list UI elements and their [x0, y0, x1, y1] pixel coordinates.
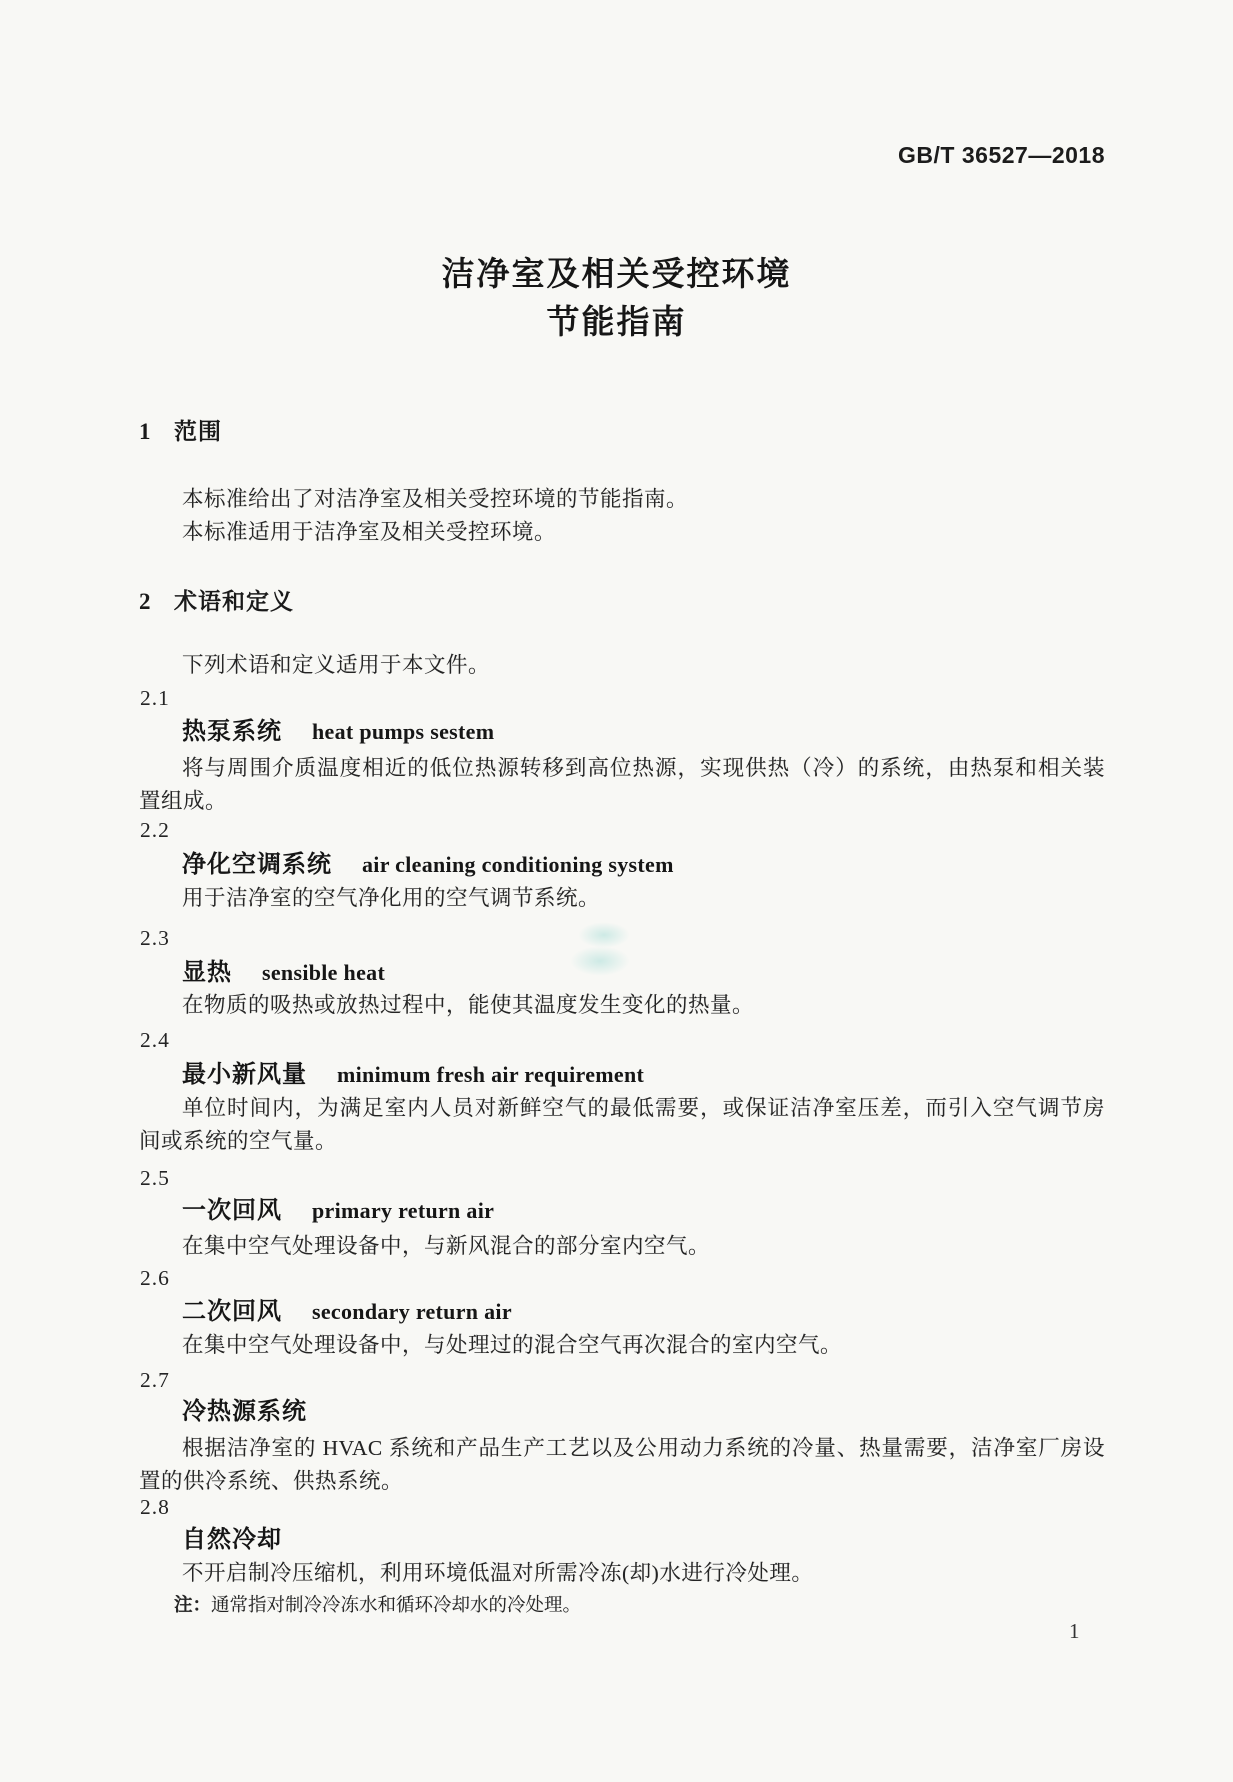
term-name — [182, 1397, 337, 1427]
doc-title-line1: 洁净室及相关受控环境 — [441, 255, 792, 292]
term-definition: 根据洁净室的 HVAC 系统和产品生产工艺以及公用动力系统的冷量、热量需要，洁净室厂房设置的供冷系统、供热系统。 — [139, 1436, 1105, 1493]
term-en: sensible heat — [262, 960, 386, 985]
section-number: 2 — [139, 589, 151, 614]
term-definition: 将与周围介质温度相近的低位热源转移到高位热源，实现供热（冷）的系统，由热泵和相关装置组成。 — [139, 756, 1105, 813]
term-definition: 在集中空气处理设备中，与新风混合的部分室内空气。 — [182, 1234, 711, 1258]
term-zh: 净化空调系统 — [182, 851, 332, 878]
term-zh: 显热 — [182, 959, 232, 986]
page-number: 1 — [1069, 1619, 1080, 1643]
term-en: primary return air — [312, 1198, 495, 1223]
term-en: minimum fresh air requirement — [337, 1062, 645, 1087]
note-text: 通常指对制冷冷冻水和循环冷却水的冷处理。 — [211, 1596, 582, 1616]
term-name — [182, 1525, 312, 1555]
term-name — [182, 1196, 494, 1226]
term-en: heat pumps sestem — [312, 719, 495, 744]
term-definition: 单位时间内，为满足室内人员对新鲜空气的最低需要，或保证洁净室压差，而引入空气调节房间或系统的空气量。 — [139, 1096, 1105, 1153]
term-en: secondary return air — [312, 1299, 512, 1324]
clause-number: 2.2 — [140, 818, 170, 842]
term-name — [182, 1297, 512, 1327]
term-name — [182, 717, 494, 747]
clause-number: 2.6 — [140, 1266, 170, 1290]
clause-number: 2.4 — [140, 1028, 170, 1052]
paragraph: 本标准给出了对洁净室及相关受控环境的节能指南。 — [182, 487, 689, 511]
term-definition: 在物质的吸热或放热过程中，能使其温度发生变化的热量。 — [182, 993, 755, 1017]
clause-number: 2.3 — [140, 926, 170, 950]
note-label: 注： — [174, 1596, 212, 1616]
section-2-heading — [139, 586, 294, 617]
scan-smudge — [570, 946, 630, 976]
term-definition: 在集中空气处理设备中，与处理过的混合空气再次混合的室内空气。 — [182, 1333, 843, 1357]
term-name — [182, 850, 674, 880]
term-zh: 冷热源系统 — [182, 1398, 307, 1425]
term-zh: 自然冷却 — [182, 1526, 282, 1553]
section-title: 范围 — [174, 418, 222, 444]
term-definition: 不开启制冷压缩机，利用环境低温对所需冷冻(却)水进行冷处理。 — [182, 1561, 814, 1585]
term-definition: 用于洁净室的空气净化用的空气调节系统。 — [182, 886, 601, 910]
term-name — [182, 958, 385, 988]
term-en: air cleaning conditioning system — [362, 852, 674, 877]
term-zh: 热泵系统 — [182, 718, 282, 745]
clause-number: 2.1 — [140, 686, 170, 710]
scan-smudge — [578, 922, 630, 948]
clause-number: 2.7 — [140, 1368, 170, 1392]
paragraph: 本标准适用于洁净室及相关受控环境。 — [182, 520, 557, 544]
term-name — [182, 1060, 644, 1090]
term-note — [139, 1593, 1105, 1619]
term-zh: 最小新风量 — [182, 1061, 307, 1088]
paragraph: 下列术语和定义适用于本文件。 — [182, 653, 491, 677]
term-zh: 二次回风 — [182, 1298, 282, 1325]
clause-number: 2.8 — [140, 1495, 170, 1519]
section-1-heading — [139, 416, 222, 447]
term-zh: 一次回风 — [182, 1197, 282, 1224]
standard-code: GB/T 36527—2018 — [898, 142, 1105, 168]
doc-title-line2: 节能指南 — [546, 303, 687, 340]
clause-number: 2.5 — [140, 1166, 170, 1190]
section-title: 术语和定义 — [174, 588, 294, 614]
section-number: 1 — [139, 419, 151, 444]
